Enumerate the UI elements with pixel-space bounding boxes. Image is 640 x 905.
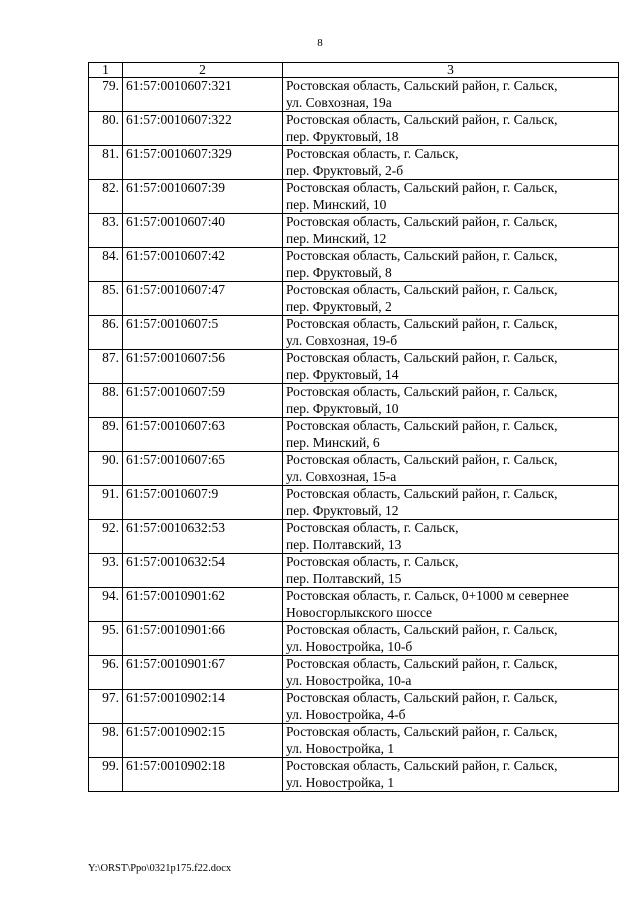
cadastral-number: 61:57:0010902:15 xyxy=(123,724,283,758)
address-line-2: ул. Совхозная, 15-а xyxy=(286,468,397,484)
address-line-2: ул. Новостройка, 10-б xyxy=(286,638,413,654)
address-line-1: Ростовская область, Сальский район, г. Сальск, xyxy=(286,724,558,739)
row-number: 81. xyxy=(89,146,123,180)
row-number: 97. xyxy=(89,690,123,724)
row-number: 92. xyxy=(89,520,123,554)
cadastral-number: 61:57:0010632:53 xyxy=(123,520,283,554)
address-line-1: Ростовская область, Сальский район, г. Сальск, xyxy=(286,418,558,433)
row-number: 95. xyxy=(89,622,123,656)
table-row xyxy=(89,146,619,180)
address-line-1: Ростовская область, Сальский район, г. Сальск, xyxy=(286,384,558,399)
row-number: 87. xyxy=(89,350,123,384)
row-number: 96. xyxy=(89,656,123,690)
row-number: 89. xyxy=(89,418,123,452)
table-row xyxy=(89,656,619,690)
table-row xyxy=(89,282,619,316)
row-number: 85. xyxy=(89,282,123,316)
cadastral-number: 61:57:0010902:14 xyxy=(123,690,283,724)
address-line-2: пер. Фруктовый, 8 xyxy=(286,264,392,280)
address-line-1: Ростовская область, Сальский район, г. Сальск, xyxy=(286,78,558,93)
row-number: 84. xyxy=(89,248,123,282)
address-cell xyxy=(283,486,619,520)
address-line-1: Ростовская область, Сальский район, г. Сальск, xyxy=(286,486,558,501)
cadastral-number: 61:57:0010901:62 xyxy=(123,588,283,622)
address-line-2: пер. Фруктовый, 10 xyxy=(286,400,399,416)
table-row xyxy=(89,78,619,112)
address-line-1: Ростовская область, г. Сальск, xyxy=(286,554,459,569)
address-line-1: Ростовская область, Сальский район, г. Сальск, xyxy=(286,282,558,297)
address-cell xyxy=(283,656,619,690)
table-row xyxy=(89,418,619,452)
address-line-1: Ростовская область, Сальский район, г. Сальск, xyxy=(286,656,558,671)
table-row xyxy=(89,350,619,384)
address-line-2: пер. Фруктовый, 2-б xyxy=(286,162,404,178)
row-number: 82. xyxy=(89,180,123,214)
address-line-2: Новосгорлыкского шоссе xyxy=(286,604,432,620)
table-row xyxy=(89,316,619,350)
row-number: 94. xyxy=(89,588,123,622)
address-line-2: пер. Минский, 10 xyxy=(286,196,387,212)
address-line-1: Ростовская область, Сальский район, г. Сальск, xyxy=(286,248,558,263)
cadastral-number: 61:57:0010632:54 xyxy=(123,554,283,588)
row-number: 86. xyxy=(89,316,123,350)
address-cell xyxy=(283,724,619,758)
address-cell xyxy=(283,180,619,214)
address-line-2: пер. Полтавский, 15 xyxy=(286,570,402,586)
address-line-1: Ростовская область, Сальский район, г. Сальск, xyxy=(286,758,558,773)
table-row xyxy=(89,486,619,520)
cadastral-number: 61:57:0010607:65 xyxy=(123,452,283,486)
cadastral-number: 61:57:0010607:322 xyxy=(123,112,283,146)
table-row xyxy=(89,758,619,792)
table-row xyxy=(89,384,619,418)
address-cell xyxy=(283,588,619,622)
footer-file-path: Y:\ORST\Ppo\0321p175.f22.docx xyxy=(88,863,232,874)
address-line-1: Ростовская область, Сальский район, г. Сальск, xyxy=(286,622,558,637)
table-row xyxy=(89,452,619,486)
row-number: 79. xyxy=(89,78,123,112)
cadastral-number: 61:57:0010607:47 xyxy=(123,282,283,316)
address-cell xyxy=(283,214,619,248)
row-number: 99. xyxy=(89,758,123,792)
row-number: 91. xyxy=(89,486,123,520)
address-line-1: Ростовская область, Сальский район, г. Сальск, xyxy=(286,112,558,127)
cadastral-number: 61:57:0010607:329 xyxy=(123,146,283,180)
address-cell xyxy=(283,690,619,724)
header-col-3: 3 xyxy=(283,63,619,78)
table-row xyxy=(89,112,619,146)
land-plot-table xyxy=(88,62,619,792)
address-cell xyxy=(283,554,619,588)
address-cell xyxy=(283,146,619,180)
cadastral-number: 61:57:0010607:56 xyxy=(123,350,283,384)
cadastral-number: 61:57:0010607:9 xyxy=(123,486,283,520)
address-line-1: Ростовская область, Сальский район, г. Сальск, xyxy=(286,180,558,195)
cadastral-number: 61:57:0010607:63 xyxy=(123,418,283,452)
row-number: 80. xyxy=(89,112,123,146)
cadastral-number: 61:57:0010607:39 xyxy=(123,180,283,214)
address-cell xyxy=(283,418,619,452)
address-cell xyxy=(283,384,619,418)
address-cell xyxy=(283,520,619,554)
address-line-2: ул. Совхозная, 19-б xyxy=(286,332,398,348)
table-row xyxy=(89,622,619,656)
address-cell xyxy=(283,350,619,384)
address-line-2: пер. Минский, 12 xyxy=(286,230,387,246)
page-number: 8 xyxy=(317,37,323,49)
address-cell xyxy=(283,248,619,282)
row-number: 98. xyxy=(89,724,123,758)
table-row xyxy=(89,520,619,554)
address-line-1: Ростовская область, г. Сальск, xyxy=(286,520,459,535)
address-line-1: Ростовская область, Сальский район, г. Сальск, xyxy=(286,316,558,331)
address-line-2: ул. Новостройка, 1 xyxy=(286,740,395,756)
address-line-2: ул. Новостройка, 4-б xyxy=(286,706,406,722)
address-line-2: ул. Новостройка, 1 xyxy=(286,774,395,790)
cadastral-number: 61:57:0010607:59 xyxy=(123,384,283,418)
cadastral-number: 61:57:0010901:66 xyxy=(123,622,283,656)
table-header-row xyxy=(89,63,619,78)
address-line-2: пер. Полтавский, 13 xyxy=(286,536,402,552)
cadastral-number: 61:57:0010607:321 xyxy=(123,78,283,112)
cadastral-number: 61:57:0010901:67 xyxy=(123,656,283,690)
address-cell xyxy=(283,78,619,112)
table-row xyxy=(89,180,619,214)
address-line-2: ул. Совхозная, 19а xyxy=(286,94,392,110)
table-row xyxy=(89,690,619,724)
address-cell xyxy=(283,282,619,316)
table-row xyxy=(89,248,619,282)
cadastral-number: 61:57:0010607:5 xyxy=(123,316,283,350)
cadastral-number: 61:57:0010607:40 xyxy=(123,214,283,248)
address-line-2: пер. Фруктовый, 18 xyxy=(286,128,399,144)
header-col-2: 2 xyxy=(123,63,283,78)
address-line-2: пер. Фруктовый, 12 xyxy=(286,502,399,518)
address-cell xyxy=(283,622,619,656)
row-number: 88. xyxy=(89,384,123,418)
address-cell xyxy=(283,316,619,350)
row-number: 93. xyxy=(89,554,123,588)
address-line-2: пер. Фруктовый, 2 xyxy=(286,298,392,314)
address-line-1: Ростовская область, Сальский район, г. Сальск, xyxy=(286,350,558,365)
header-col-1: 1 xyxy=(89,63,123,78)
address-line-2: пер. Фруктовый, 14 xyxy=(286,366,399,382)
row-number: 83. xyxy=(89,214,123,248)
address-cell xyxy=(283,452,619,486)
table-row xyxy=(89,724,619,758)
table-row xyxy=(89,214,619,248)
table-row xyxy=(89,554,619,588)
cadastral-number: 61:57:0010902:18 xyxy=(123,758,283,792)
address-line-2: пер. Минский, 6 xyxy=(286,434,380,450)
address-cell xyxy=(283,758,619,792)
address-line-1: Ростовская область, Сальский район, г. Сальск, xyxy=(286,690,558,705)
table-row xyxy=(89,588,619,622)
address-line-2: ул. Новостройка, 10-а xyxy=(286,672,412,688)
address-line-1: Ростовская область, г. Сальск, 0+1000 м севернее xyxy=(286,588,569,603)
address-line-1: Ростовская область, г. Сальск, xyxy=(286,146,459,161)
cadastral-number: 61:57:0010607:42 xyxy=(123,248,283,282)
address-cell xyxy=(283,112,619,146)
address-line-1: Ростовская область, Сальский район, г. Сальск, xyxy=(286,214,558,229)
row-number: 90. xyxy=(89,452,123,486)
address-line-1: Ростовская область, Сальский район, г. Сальск, xyxy=(286,452,558,467)
